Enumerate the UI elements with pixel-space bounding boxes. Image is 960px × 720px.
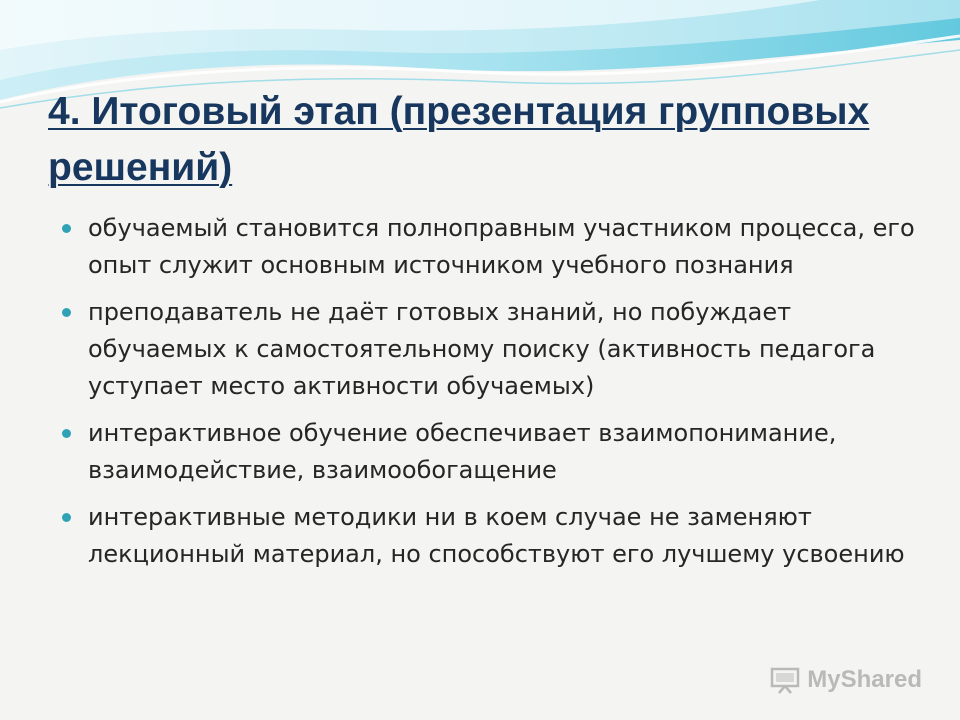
bullet-dot-icon <box>62 308 71 317</box>
bullet-text: преподаватель не даёт готовых знаний, но побуждает обучаемых к самостоятельному поиску (активность педагога уступает место активности обучаемых) <box>88 298 876 400</box>
bullet-item <box>60 415 920 489</box>
bullet-item <box>60 210 920 284</box>
presentation-board-icon <box>769 666 801 694</box>
bullet-item <box>60 294 920 405</box>
slide-title: 4. Итоговый этап (презентация групповых решений) <box>48 90 870 189</box>
watermark-text: MyShared <box>807 666 922 693</box>
bullet-dot-icon <box>62 224 71 233</box>
bullet-list <box>60 210 920 583</box>
bullet-item <box>60 499 920 573</box>
bullet-text: обучаемый становится полноправным участником процесса, его опыт служит основным источником учебного познания <box>88 214 915 279</box>
bullet-dot-icon <box>62 513 71 522</box>
bullet-text: интерактивные методики ни в коем случае не заменяют лекционный материал, но способствуют его лучшему усвоению <box>88 503 905 568</box>
bullet-dot-icon <box>62 429 71 438</box>
bullet-text: интерактивное обучение обеспечивает взаимопонимание, взаимодействие, взаимообогащение <box>88 419 837 484</box>
myshared-watermark <box>769 666 922 694</box>
